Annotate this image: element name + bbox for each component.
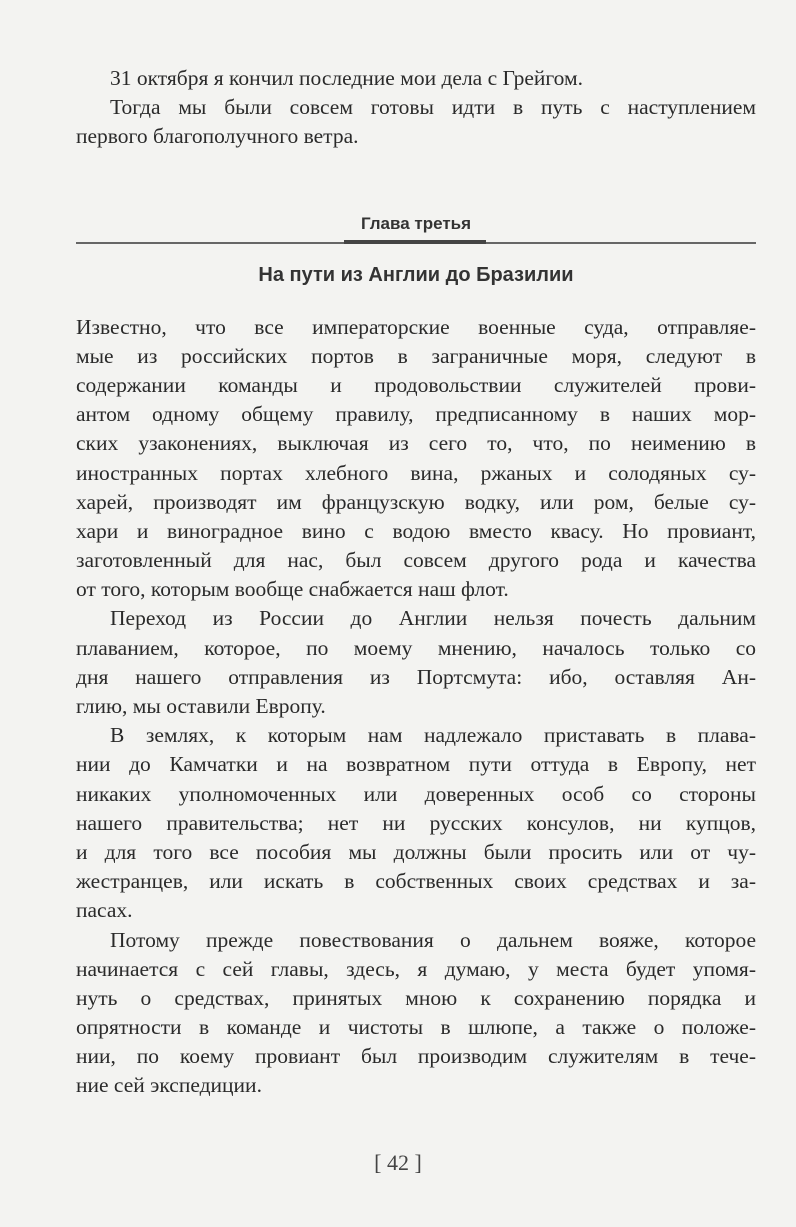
chapter-label: Глава третья [360,213,472,233]
text-line: Переход из России до Англии нельзя почесть дальним [110,606,756,631]
page-content [76,64,756,1101]
text-line: жестранцев, или искать в собственных своих средствах и за- [76,869,756,894]
text-line: нуть о средствах, принятых мною к сохранению порядка и [76,985,756,1010]
chapter-body [76,313,756,1101]
divider-accent [344,240,486,244]
text-line: антом одному общему правилу, предписанному в наших мор- [76,402,756,427]
text-line: иностранных портах хлебного вина, ржаных и солодяных су- [76,460,756,485]
text-line: содержании команды и продовольствии служителей прови- [76,372,756,397]
text-line: харей, производят им французскую водку, или ром, белые су- [76,489,756,514]
intro-paragraphs [76,64,756,152]
text-line: хари и виноградное вино с водою вместо квасу. Но провиант, [76,518,756,543]
text-line: мые из российских портов в заграничные моря, следуют в [76,343,756,368]
text-line: никаких уполномоченных или доверенных особ со стороны [76,781,756,806]
text-line: и для того все пособия мы должны были просить или от чу- [76,839,756,864]
text-line: ние сей экспедиции. [76,1073,262,1098]
text-line: плаванием, которое, по моему мнению, началось только со [76,635,756,660]
text-line: пасах. [76,898,133,923]
chapter-title: На пути из Англии до Бразилии [258,263,574,286]
text-line: нии до Камчатки и на возвратном пути оттуда в Европу, нет [76,752,756,777]
text-line: заготовленный для нас, был совсем другого рода и качества [76,548,756,573]
text-line: Известно, что все императорские военные суда, отправляе- [76,314,756,339]
text-line: глию, мы оставили Европу. [76,694,326,718]
text-line: нашего правительства; нет ни русских консулов, ни купцов, [76,810,756,835]
text-line: первого благополучного ветра. [76,124,359,149]
text-line: 31 октября я кончил последние мои дела с Грейгом. [110,66,583,90]
text-line: начинается с сей главы, здесь, я думаю, у места будет упомя- [76,956,756,981]
text-line: дня нашего отправления из Портсмута: ибо, оставляя Ан- [76,664,756,689]
text-line: ских узаконениях, выключая из сего то, что, по неимению в [76,431,756,456]
text-line: Потому прежде повествования о дальнем вояже, которое [110,927,756,952]
page-number: [ 42 ] [374,1150,422,1175]
text-line: В землях, к которым нам надлежало приставать в плава- [110,723,756,748]
text-line: от того, которым вообще снабжается наш флот. [76,577,509,602]
text-line: нии, по коему провиант был производим служителям в тече- [76,1044,756,1069]
chapter-divider [76,242,756,244]
text-line: опрятности в команде и чистоты в шлюпе, а также о положе- [76,1015,756,1040]
text-line: Тогда мы были совсем готовы идти в путь с наступлением [110,95,756,120]
